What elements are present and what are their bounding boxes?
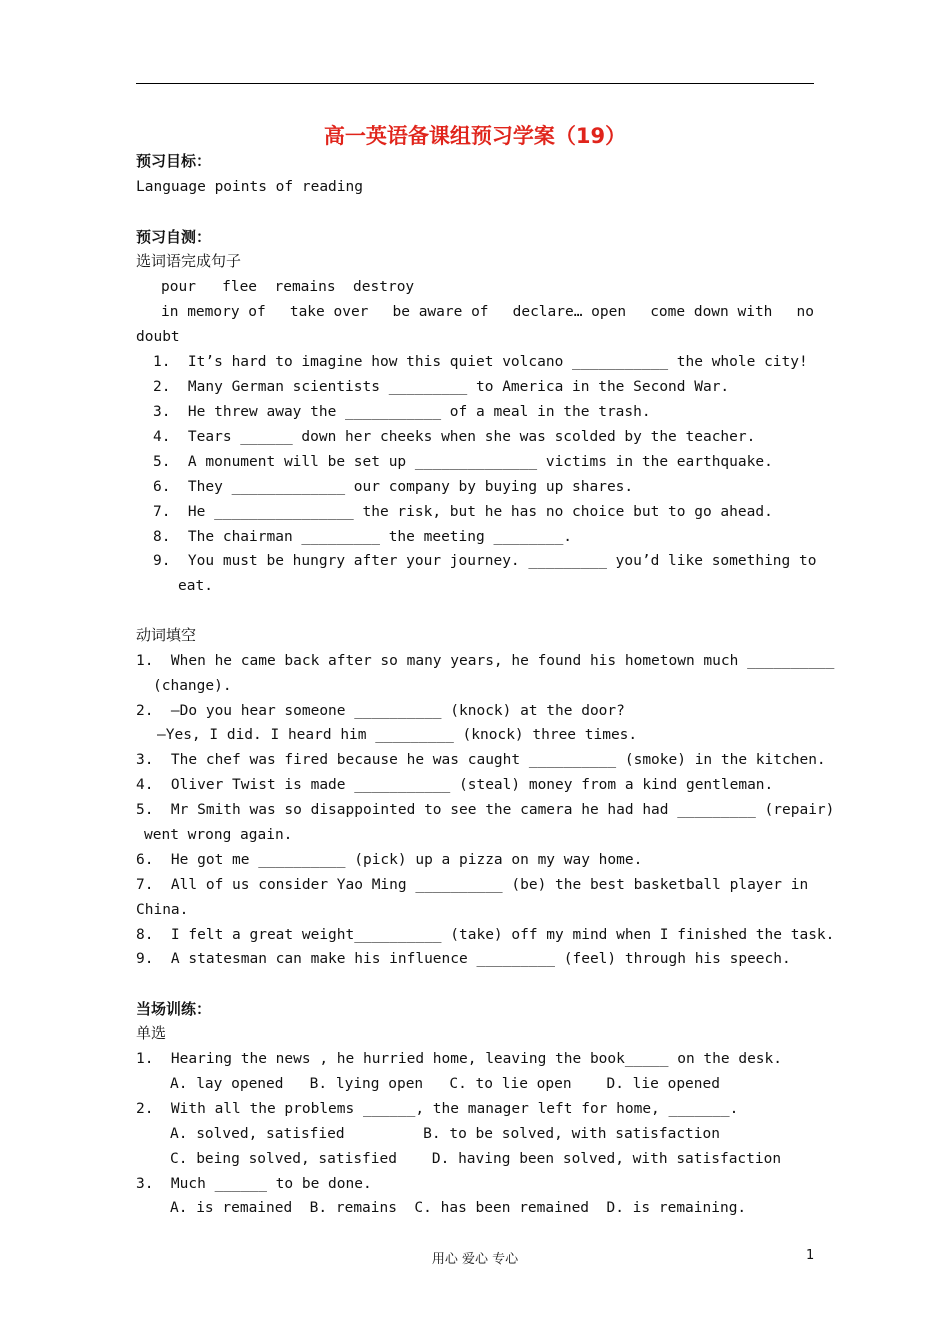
verb-item: 3. The chef was fired because he was caught __________ (smoke) in the kitchen. <box>136 752 826 768</box>
sentence-item: 9. You must be hungry after your journey. _________ you’d like something to <box>153 553 817 569</box>
verb-item-continued: –Yes, I did. I heard him _________ (knock) three times. <box>157 727 638 743</box>
word-bank-line: pour flee remains destroy <box>161 279 415 295</box>
word-bank-line: doubt <box>136 329 180 345</box>
footer-text: 用心 爱心 专心 <box>431 1252 519 1267</box>
word-bank-item: in memory of <box>161 304 266 320</box>
question-options: A. lay opened B. lying open C. to lie open D. lie opened <box>170 1076 720 1092</box>
verb-item: 7. All of us consider Yao Ming __________ (be) the best basketball player in <box>136 877 809 893</box>
sentence-item: 8. The chairman _________ the meeting ________. <box>153 529 573 545</box>
word-bank-title: 选词语完成句子 <box>136 252 242 270</box>
verb-item-continued: China. <box>136 902 189 918</box>
page-number: 1 <box>806 1248 815 1263</box>
verb-item: 9. A statesman can make his influence _________ (feel) through his speech. <box>136 951 791 967</box>
word-bank-item: no <box>796 304 814 320</box>
objectives-heading: 预习目标： <box>136 152 212 170</box>
verb-item: 5. Mr Smith was so disappointed to see the camera he had had _________ (repair) <box>136 802 835 818</box>
word-bank-item: be aware of <box>392 304 489 320</box>
question-item: 1. Hearing the news , he hurried home, leaving the book_____ on the desk. <box>136 1051 783 1067</box>
sentence-item-continued: eat. <box>178 578 213 594</box>
page-title: 高一英语备课组预习学案（19） <box>323 124 627 148</box>
practice-heading: 当场训练： <box>136 1000 212 1018</box>
verb-item: 1. When he came back after so many years, he found his hometown much __________ <box>136 653 835 669</box>
sentence-item: 3. He threw away the ___________ of a meal in the trash. <box>153 404 651 420</box>
question-item: 3. Much ______ to be done. <box>136 1176 372 1192</box>
self-test-heading: 预习自测： <box>136 228 212 246</box>
verb-item: 4. Oliver Twist is made ___________ (steal) money from a kind gentleman. <box>136 777 774 793</box>
sentence-item: 7. He ________________ the risk, but he has no choice but to go ahead. <box>153 504 773 520</box>
verb-item-continued: went wrong again. <box>144 827 293 843</box>
sentence-item: 4. Tears ______ down her cheeks when she was scolded by the teacher. <box>153 429 756 445</box>
verb-item-continued: (change). <box>153 678 232 694</box>
verb-item: 8. I felt a great weight__________ (take) off my mind when I finished the task. <box>136 927 835 943</box>
word-bank-line <box>161 303 814 321</box>
verb-item: 6. He got me __________ (pick) up a pizza on my way home. <box>136 852 643 868</box>
verb-item: 2. –Do you hear someone __________ (knock) at the door? <box>136 703 625 719</box>
objectives-text: Language points of reading <box>136 179 363 195</box>
question-options: C. being solved, satisfied D. having been solved, with satisfaction <box>170 1151 782 1167</box>
word-bank-item: declare… open <box>512 304 627 320</box>
sentence-item: 2. Many German scientists _________ to America in the Second War. <box>153 379 730 395</box>
sentence-item: 5. A monument will be set up ______________ victims in the earthquake. <box>153 454 773 470</box>
question-options: A. is remained B. remains C. has been remained D. is remaining. <box>170 1200 747 1216</box>
header-rule <box>136 83 814 84</box>
sentence-item: 1. It’s hard to imagine how this quiet volcano ___________ the whole city! <box>153 354 808 370</box>
question-item: 2. With all the problems ______, the manager left for home, _______. <box>136 1101 739 1117</box>
word-bank-item: come down with <box>650 304 773 320</box>
sentence-item: 6. They _____________ our company by buying up shares. <box>153 479 634 495</box>
verb-section-title: 动词填空 <box>136 626 197 644</box>
word-bank-item: take over <box>289 304 369 320</box>
practice-subheading: 单选 <box>136 1024 167 1042</box>
question-options: A. solved, satisfied B. to be solved, with satisfaction <box>170 1126 720 1142</box>
